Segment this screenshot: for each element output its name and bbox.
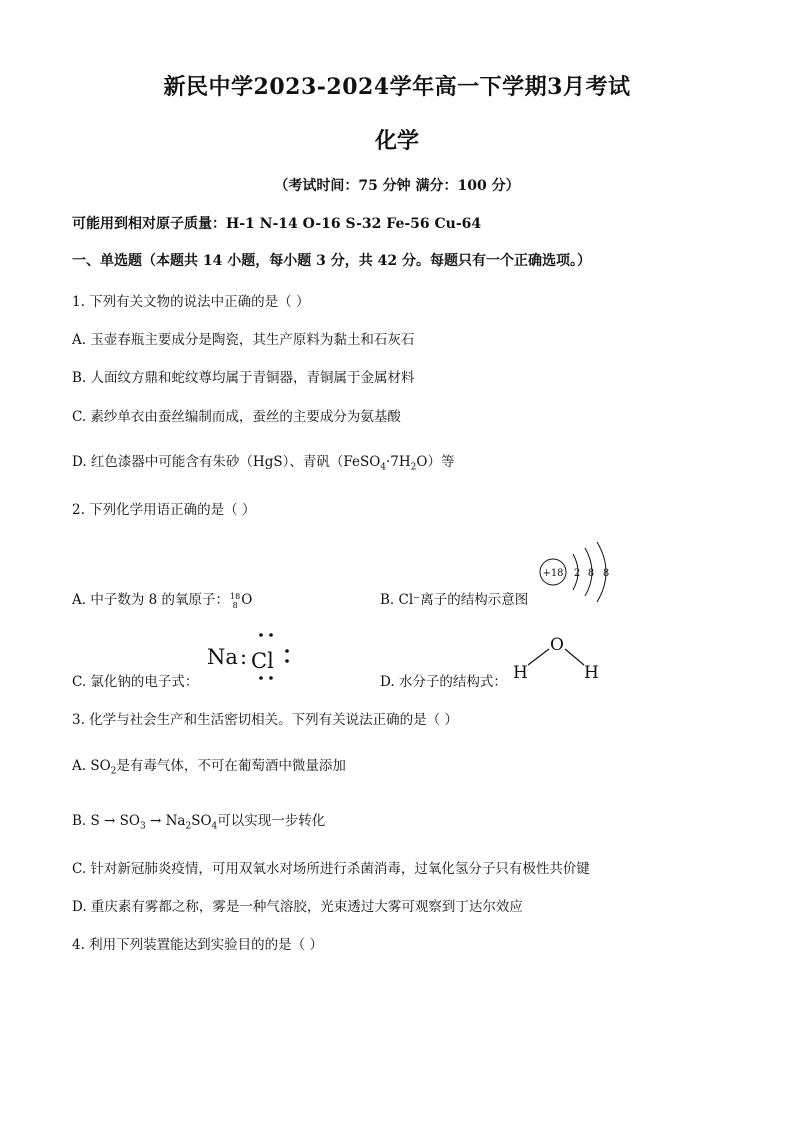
water-structural-formula [510, 632, 605, 684]
q3-option-a: A. $SO_2$是有毒气体，不可在葡萄酒中微量添加 [72, 758, 346, 777]
hydrogen-atom-right: H [584, 663, 599, 683]
q2-option-b: B. Cl⁻离子的结构示意图 [380, 592, 529, 608]
q3-option-c: C. 针对新冠肺炎疫情，可用双氧水对场所进行杀菌消毒，过氧化氢分子只有极性共价键 [72, 861, 590, 877]
na-electrons: : [240, 645, 248, 669]
shell-3-count: 8 [602, 568, 610, 579]
exam-title: 新民中学2023-2024学年高一下学期3月考试 [163, 74, 631, 100]
oxygen-atom: O [550, 635, 564, 655]
q2-option-a: A. 中子数为 8 的氧原子：18 8 O [72, 591, 253, 610]
q1-option-b: B. 人面纹方鼎和蛇纹尊均属于青铜器，青铜属于金属材料 [72, 370, 415, 386]
q2-option-d: D. 水分子的结构式： [380, 674, 507, 690]
q1-option-a: A. 玉壶春瓶主要成分是陶瓷，其生产原料为黏土和石灰石 [72, 332, 415, 348]
q4-stem: 4. 利用下列装置能达到实验目的的是（ ） [72, 937, 323, 953]
subject-title: 化学 [374, 128, 419, 154]
section-heading: 一、单选题（本题共 14 小题，每小题 3 分，共 42 分。每题只有一个正确选项。） [72, 253, 591, 269]
oxygen-isotope-notation: 18 8 [230, 591, 241, 610]
q2-option-c: C. 氯化钠的电子式： [72, 674, 199, 690]
na-symbol: Na [207, 645, 238, 669]
atomic-masses: 可能用到相对原子质量：H-1 N-14 O-16 S-32 Fe-56 Cu-64 [72, 216, 482, 232]
shell-2-count: 8 [587, 568, 595, 579]
q3-option-b: B. $S \to SO_3 \to Na_2SO_4$可以实现一步转化 [72, 813, 326, 832]
hydrogen-atom-left: H [513, 663, 528, 683]
q1-option-d: D. 红色漆器中可能含有朱砂（HgS）、青矾$(FeSO_4\cdot 7H_2O)$等 [72, 454, 455, 473]
q1-stem: 1. 下列有关文物的说法中正确的是（ ） [72, 294, 310, 310]
q3-stem: 3. 化学与社会生产和生活密切相关。下列有关说法正确的是（ ） [72, 712, 458, 728]
shell-1-count: 2 [573, 568, 581, 579]
cl-symbol: Cl [251, 649, 274, 673]
chloride-ion-structure-diagram [535, 540, 615, 604]
q1-option-c: C. 素纱单衣由蚕丝编制而成，蚕丝的主要成分为氨基酸 [72, 409, 401, 425]
q3-option-d: D. 重庆素有雾都之称，雾是一种气溶胶，光束透过大雾可观察到丁达尔效应 [72, 899, 523, 915]
q2-stem: 2. 下列化学用语正确的是（ ） [72, 502, 256, 518]
exam-info: （考试时间：75 分钟 满分：100 分） [274, 178, 520, 194]
nucleus-charge: +18 [542, 568, 564, 579]
sodium-chloride-electron-formula [203, 628, 303, 684]
